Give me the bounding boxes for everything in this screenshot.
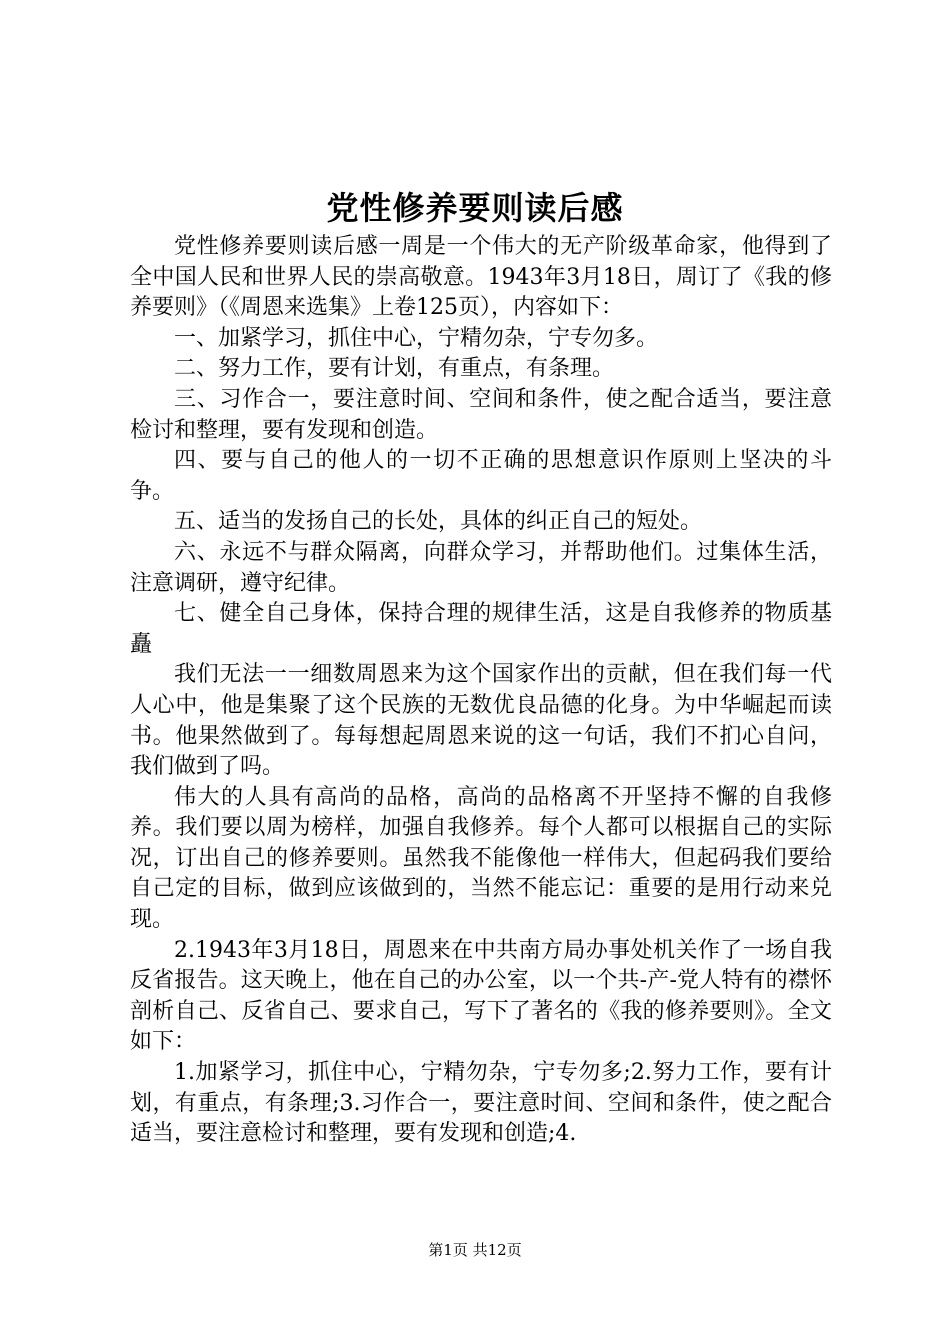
paragraph: 四、要与自己的他人的一切不正确的思想意识作原则上坚决的斗争。	[130, 448, 832, 504]
paragraph: 伟大的人具有高尚的品格，高尚的品格离不开坚持不懈的自我修养。我们要以周为榜样，加强自我修养。每个人都可以根据自己的实际况，订出自己的修养要则。虽然我不能像他一样伟大，但起码我们要给自己定的目标，做到应该做到的，当然不能忘记：重要的是用行动来兑现。	[130, 784, 832, 933]
document-body	[130, 232, 832, 1150]
paragraph: 我们无法一一细数周恩来为这个国家作出的贡献，但在我们每一代人心中，他是集聚了这个民族的无数优良品德的化身。为中华崛起而读书。他果然做到了。每每想起周恩来说的这一句话，我们不扪心自问，我们做到了吗。	[130, 662, 832, 780]
paragraph: 一、加紧学习，抓住中心，宁精勿杂，宁专勿多。	[174, 325, 659, 351]
paragraph: 七、健全自己身体，保持合理的规律生活，这是自我修养的物质基矗	[130, 601, 832, 657]
paragraph: 六、永远不与群众隔离，向群众学习，并帮助他们。过集体生活，注意调研，遵守纪律。	[130, 539, 832, 596]
paragraph: 二、努力工作，要有计划，有重点，有条理。	[174, 356, 615, 382]
paragraph: 党性修养要则读后感一周是一个伟大的无产阶级革命家，他得到了全中国人民和世界人民的崇高敬意。1943年3月18日，周订了《我的修养要则》（《周恩来选集》上卷125页），内容如下：	[130, 234, 832, 321]
paragraph: 2.1943年3月18日，周恩来在中共南方局办事处机关作了一场自我反省报告。这天晚上，他在自己的办公室，以一个共-产-党人特有的襟怀剖析自己、反省自己、要求自己，写下了著名的《我的修养要则》。全文如下：	[130, 937, 832, 1055]
paragraph: 五、适当的发扬自己的长处，具体的纠正自己的短处。	[174, 509, 703, 535]
paragraph: 三、习作合一，要注意时间、空间和条件，使之配合适当，要注意检讨和整理，要有发现和创造。	[130, 386, 832, 443]
document-title: 党性修养要则读后感	[326, 189, 624, 227]
paragraph: 1.加紧学习，抓住中心，宁精勿杂，宁专勿多;2.努力工作，要有计划，有重点，有条理;3.习作合一，要注意时间、空间和条件，使之配合适当，要注意检讨和整理，要有发现和创造;4.	[130, 1060, 832, 1147]
page-number-footer: 第1页 共12页	[428, 1241, 522, 1259]
